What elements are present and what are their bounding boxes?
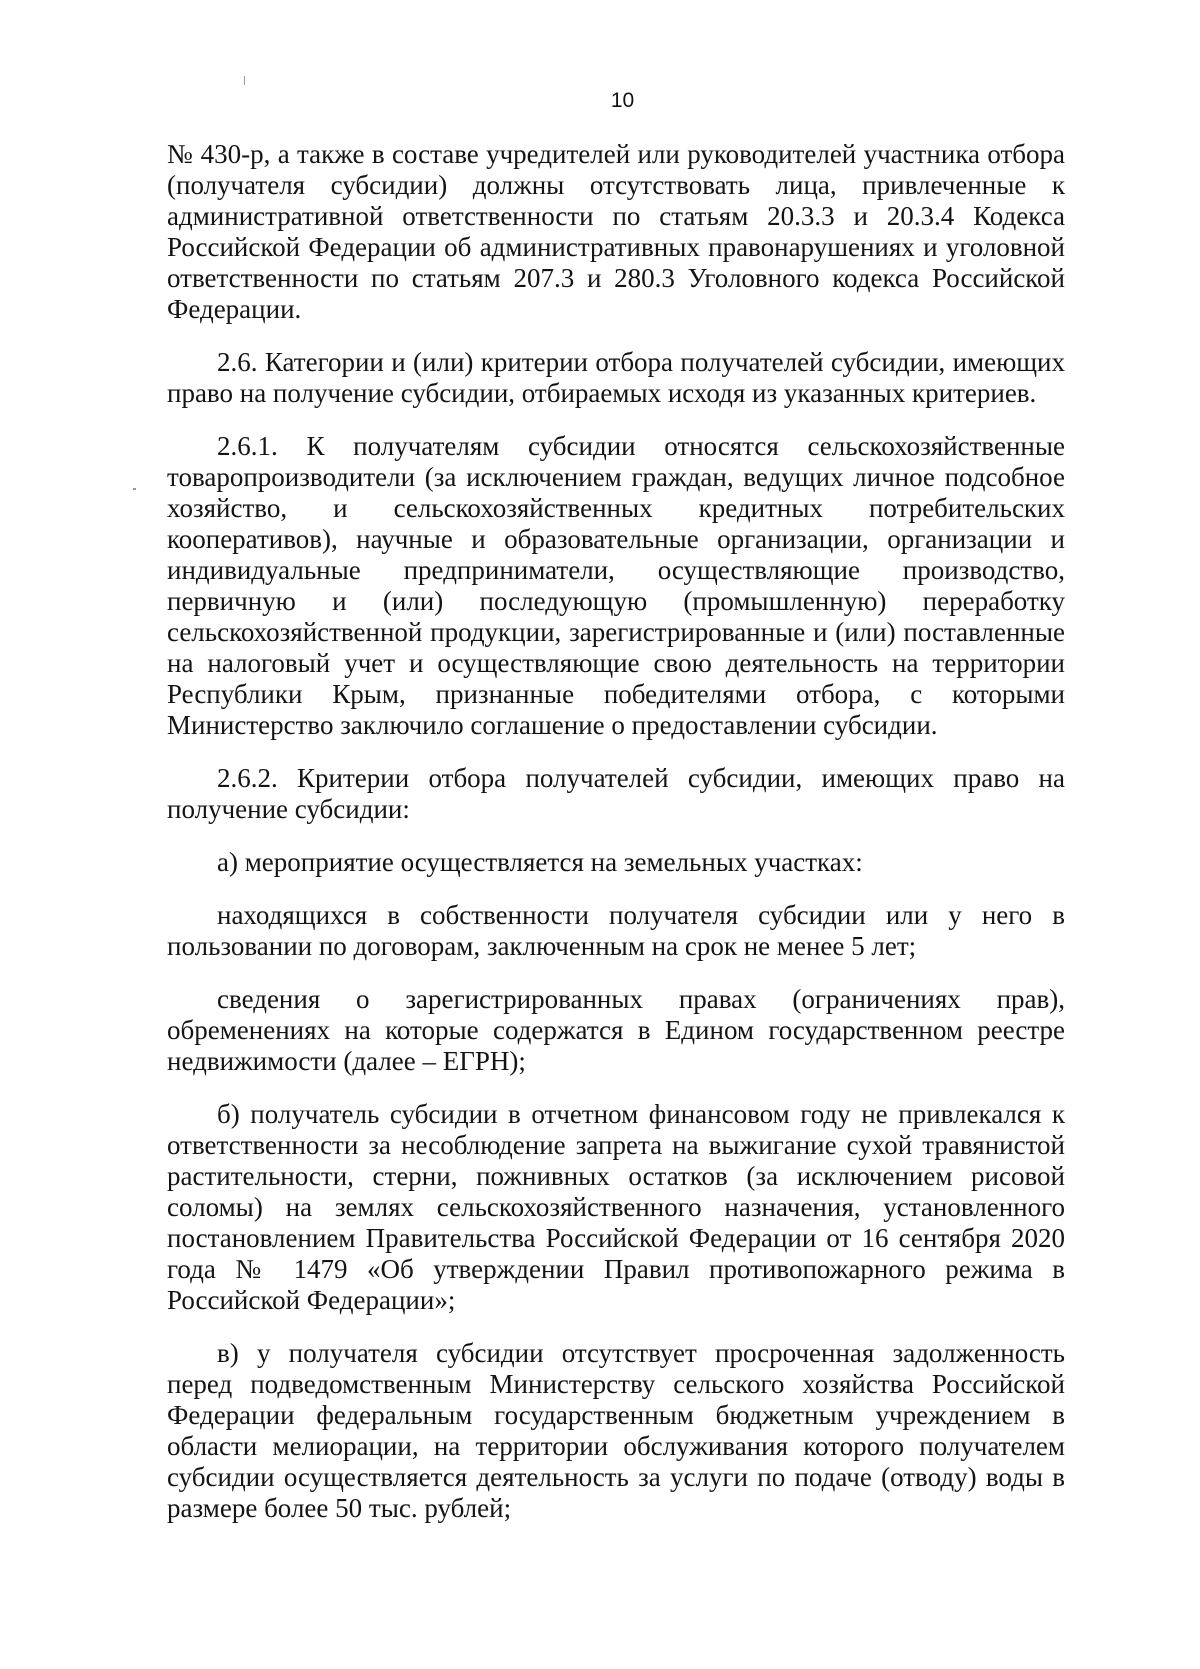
scan-speck <box>244 76 245 85</box>
paragraph-2-6-2: 2.6.2. Критерии отбора получателей субсидии, имеющих право на получение субсидии: <box>167 763 1065 824</box>
paragraph-item-a-ownership: находящихся в собственности получателя субсидии или у него в пользовании по договорам, заключенным на срок не менее 5 лет; <box>167 900 1065 961</box>
paragraph-item-a: а) мероприятие осуществляется на земельных участках: <box>217 847 863 877</box>
paragraph-item-v: в) у получателя субсидии отсутствует просроченная задолженность перед подведомственным Министерству сельского хозяйства Российской Федерации федеральным государственным бюджетным учреждением в области мелиорации, на территории обслуживания которого получателем субсидии осуществляется деятельность за услуги по подаче (отводу) воды в размере более 50 тыс. рублей; <box>167 1338 1065 1523</box>
page-number: 10 <box>610 89 635 112</box>
paragraph-continuation: № 430-р, а также в составе учредителей или руководителей участника отбора (получателя субсидии) должны отсутствовать лица, привлеченные к административной ответственности по статьям 20.3.3 и 20.3.4 Кодекса Российской Федерации об административных правонарушениях и уголовной ответственности по статьям 207.3 и 280.3 Уголовного кодекса Российской Федерации. <box>167 139 1065 324</box>
paragraph-item-a-egrn: сведения о зарегистрированных правах (ограничениях прав), обременениях на которые содержатся в Едином государственном реестре недвижимости (далее – ЕГРН); <box>167 984 1065 1076</box>
paragraph-2-6: 2.6. Категории и (или) критерии отбора получателей субсидии, имеющих право на получение субсидии, отбираемых исходя из указанных критериев. <box>167 347 1065 408</box>
scan-speck <box>133 488 136 490</box>
paragraph-item-b: б) получатель субсидии в отчетном финансовом году не привлекался к ответственности за несоблюдение запрета на выжигание сухой травянистой растительности, стерни, пожнивных остатков (за исключением рисовой соломы) на землях сельскохозяйственного назначения, установленного постановлением Правительства Российской Федерации от 16 сентября 2020 года № 1479 «Об утверждении Правил противопожарного режима в Российской Федерации»; <box>167 1099 1065 1315</box>
paragraph-2-6-1: 2.6.1. К получателям субсидии относятся сельскохозяйственные товаропроизводители (за исключением граждан, ведущих личное подсобное хозяйство, и сельскохозяйственных кредитных потребительских кооперативов), научные и образовательные организации, организации и индивидуальные предприниматели, осуществляющие производство, первичную и (или) последующую (промышленную) переработку сельскохозяйственной продукции, зарегистрированные и (или) поставленные на налоговый учет и осуществляющие свою деятельность на территории Республики Крым, признанные победителями отбора, с которыми Министерство заключило соглашение о предоставлении субсидии. <box>167 431 1065 740</box>
document-body <box>167 139 1065 1524</box>
